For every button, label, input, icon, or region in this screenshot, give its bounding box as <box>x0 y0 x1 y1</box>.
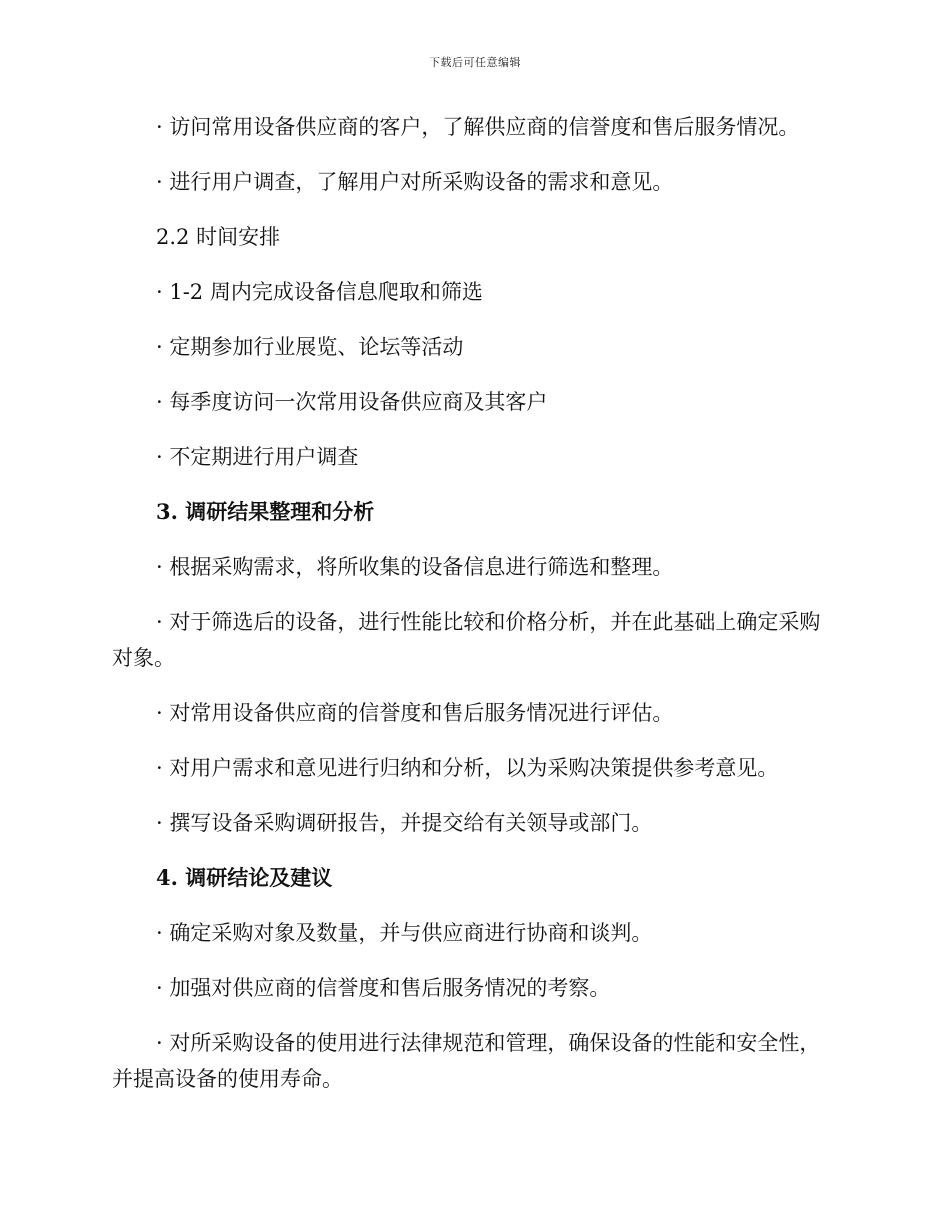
page-header-note: 下载后可任意编辑 <box>429 56 521 69</box>
section-heading-schedule: 2.2 时间安排 <box>156 225 281 249</box>
paragraph-filter-organize: · 根据采购需求，将所收集的设备信息进行筛选和整理。 <box>156 555 674 579</box>
paragraph-determine-purchase: · 确定采购对象及数量，并与供应商进行协商和谈判。 <box>156 921 653 945</box>
paragraph-write-report: · 撰写设备采购调研报告，并提交给有关领导或部门。 <box>156 811 653 835</box>
section-heading-results-analysis: 3. 调研结果整理和分析 <box>156 499 375 524</box>
paragraph-schedule-exhibitions: · 定期参加行业展览、论坛等活动 <box>156 335 464 359</box>
paragraph-strengthen-inspection: · 加强对供应商的信誉度和售后服务情况的考察。 <box>156 976 611 1000</box>
paragraph-schedule-quarterly-visit: · 每季度访问一次常用设备供应商及其客户 <box>156 390 548 414</box>
paragraph-schedule-crawl: · 1-2 周内完成设备信息爬取和筛选 <box>156 280 483 304</box>
document-body <box>112 109 832 1116</box>
section-heading-conclusions: 4. 调研结论及建议 <box>156 865 333 890</box>
paragraph-visit-supplier-customers: · 访问常用设备供应商的客户，了解供应商的信誉度和售后服务情况。 <box>156 115 800 139</box>
paragraph-user-needs-analysis: · 对用户需求和意见进行归纳和分析，以为采购决策提供参考意见。 <box>156 756 779 780</box>
paragraph-user-survey: · 进行用户调查，了解用户对所采购设备的需求和意见。 <box>156 170 674 194</box>
paragraph-performance-price-analysis: · 对于筛选后的设备，进行性能比较和价格分析，并在此基础上确定采购对象。 <box>112 610 821 670</box>
paragraph-legal-management: · 对所采购设备的使用进行法律规范和管理，确保设备的性能和安全性，并提高设备的使用寿命。 <box>112 1031 821 1091</box>
paragraph-supplier-evaluation: · 对常用设备供应商的信誉度和售后服务情况进行评估。 <box>156 701 674 725</box>
paragraph-schedule-irregular-survey: · 不定期进行用户调查 <box>156 445 359 469</box>
